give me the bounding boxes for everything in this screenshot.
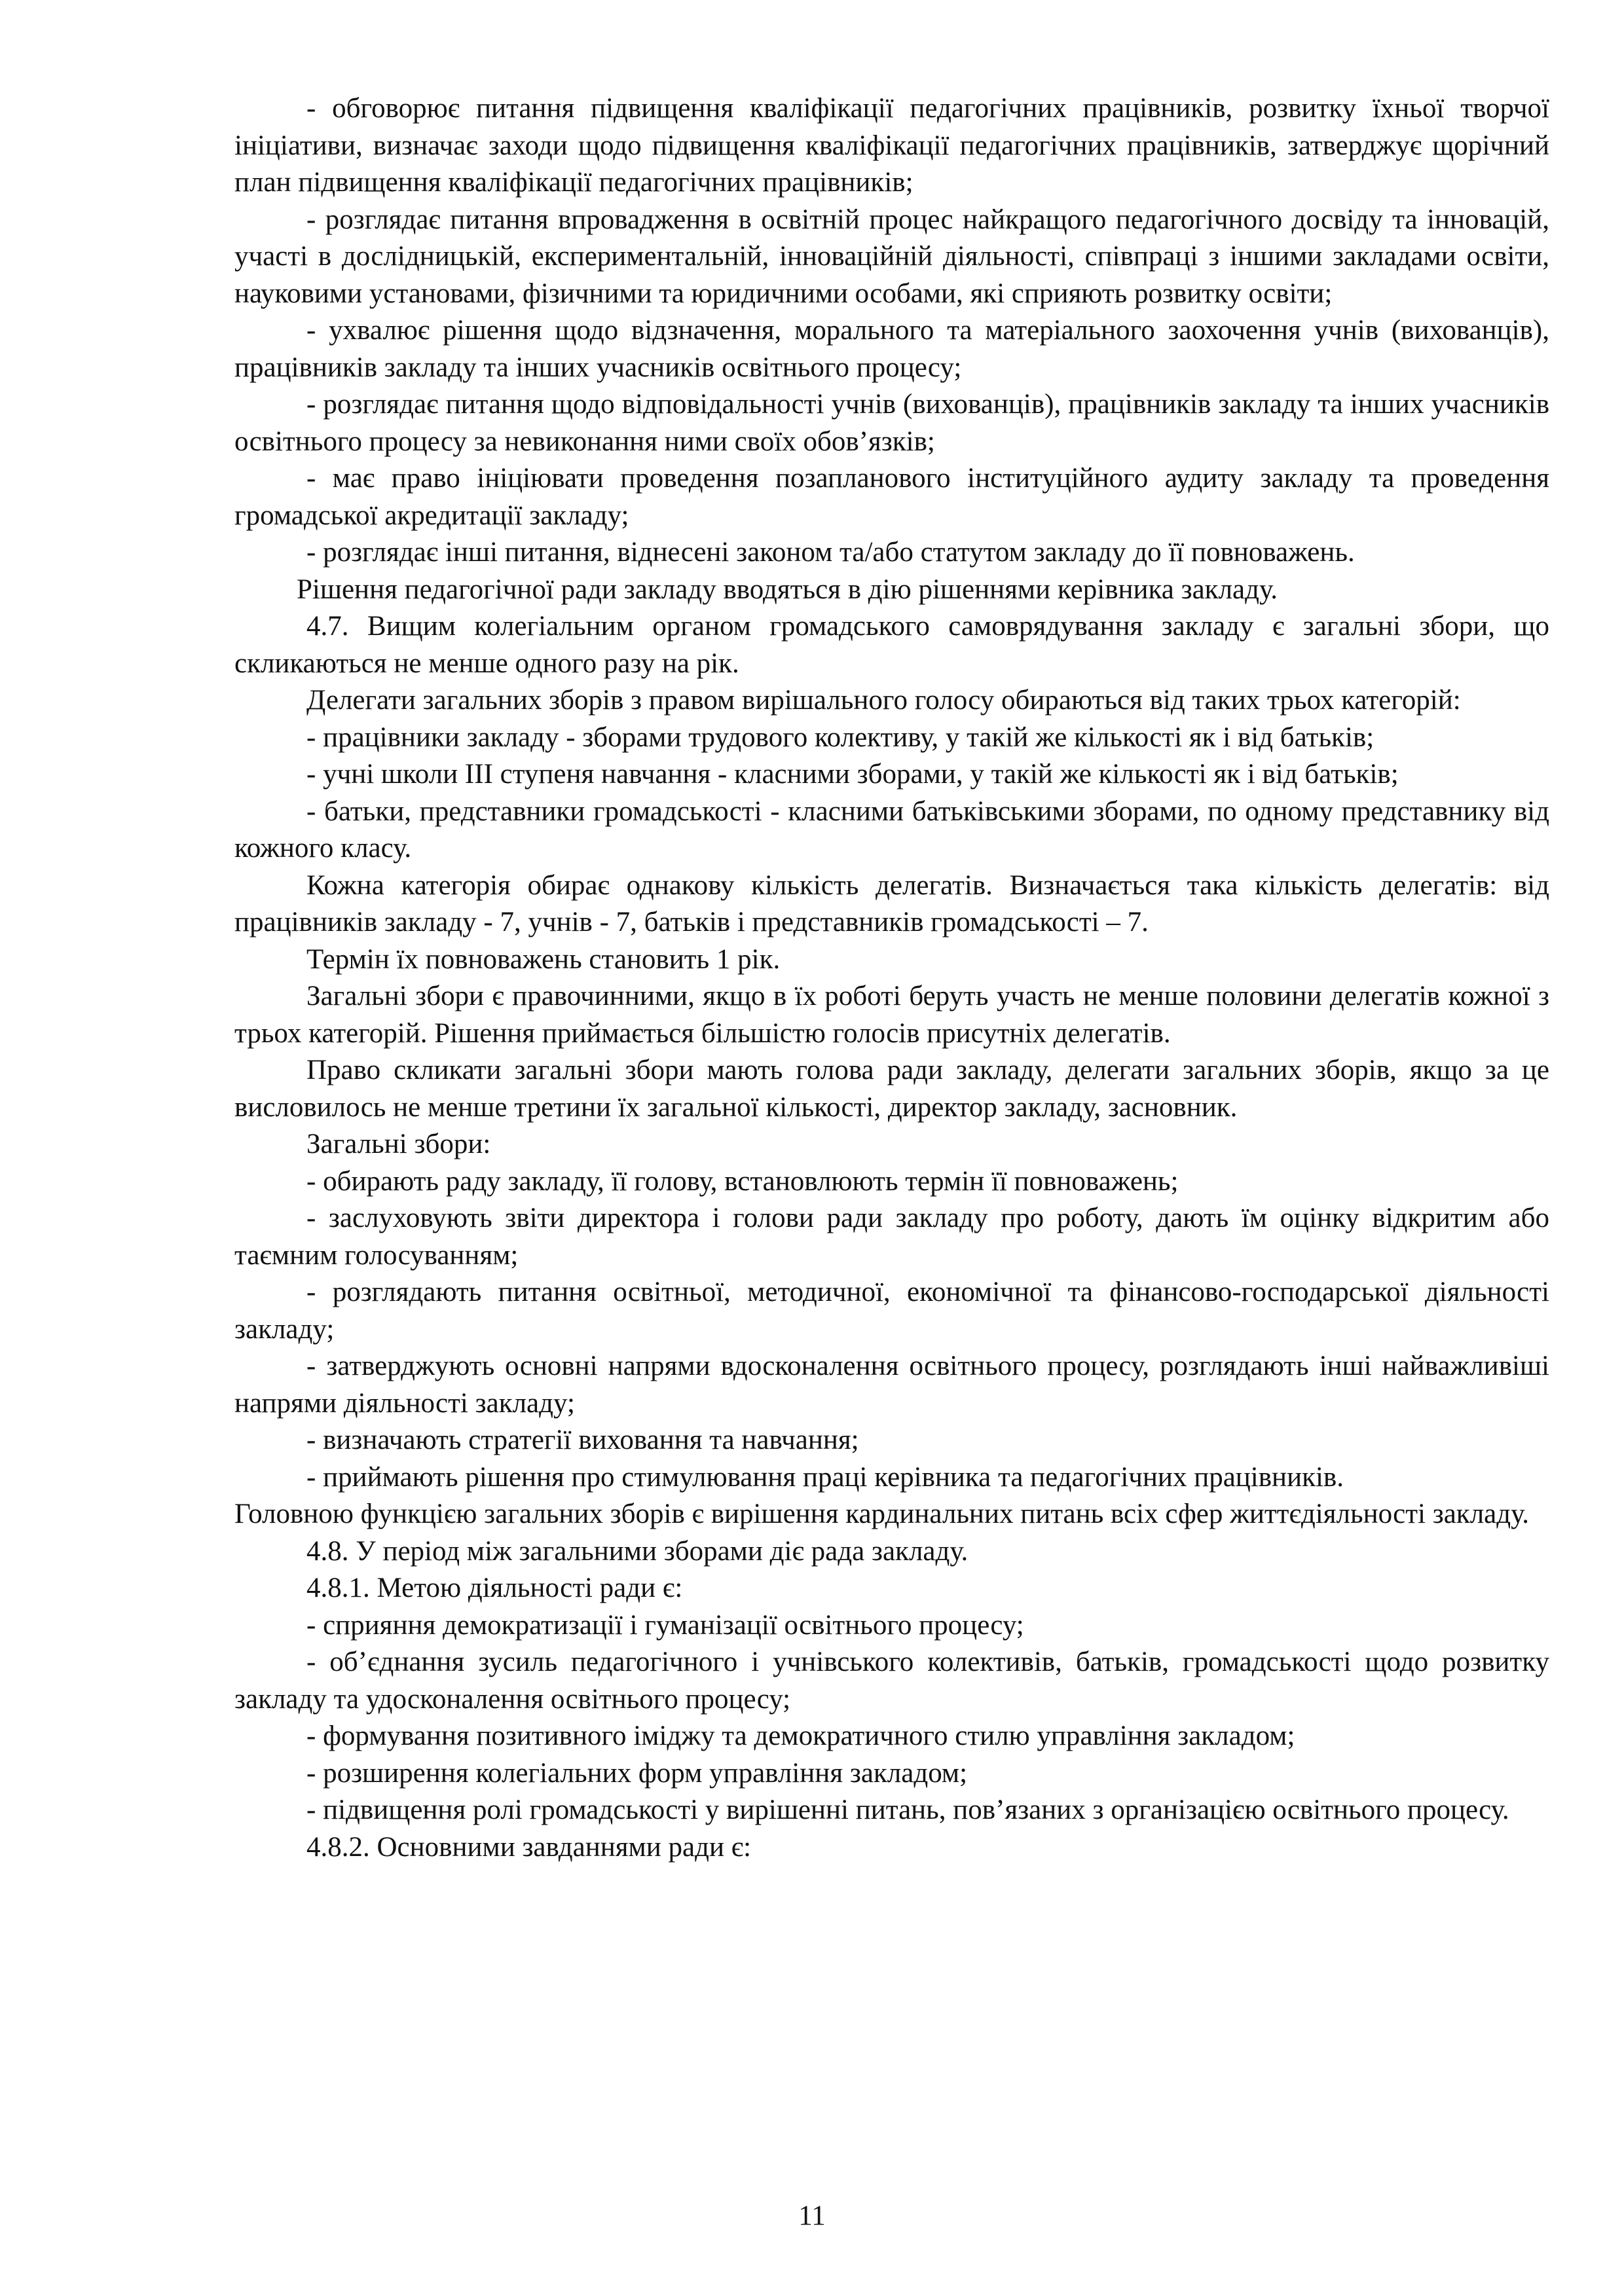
paragraph-9: Делегати загальних зборів з правом вирішального голосу обираються від таких трьох категорій: xyxy=(306,685,1461,716)
paragraph-5: - має право ініціювати проведення позапланового інституційного аудиту закладу та проведення громадської акредитації закладу; xyxy=(234,463,1549,531)
paragraph-22: - визначають стратегії виховання та навчання; xyxy=(306,1425,859,1455)
paragraph-10: - працівники закладу - зборами трудового колективу, у такій же кількості як і від батьків; xyxy=(306,721,1375,753)
paragraph-29: - формування позитивного іміджу та демократичного стилю управління закладом; xyxy=(306,1721,1295,1751)
paragraph-20: - розглядають питання освітньої, методичної, економічної та фінансово-господарської діяльності закладу; xyxy=(234,1277,1549,1345)
paragraph-4: - розглядає питання щодо відповідальності учнів (вихованців), працівників закладу та інших учасників освітнього процесу за невиконання ними своїх обов’язків; xyxy=(234,389,1549,457)
paragraph-1: - обговорює питання підвищення кваліфікації педагогічних працівників, розвитку їхньої творчої ініціативи, визначає заходи щодо підвищення кваліфікації педагогічних працівників, затверджує щорічний план підвищення кваліфікації педагогічних працівників; xyxy=(234,93,1549,198)
paragraph-16: Право скликати загальні збори мають голова ради закладу, делегати загальних зборів, якщо за це висловилось не менше третини їх загальної кількості, директор закладу, засновник. xyxy=(234,1055,1549,1123)
paragraph-26: 4.8.1. Метою діяльності ради є: xyxy=(306,1573,683,1603)
paragraph-8: 4.7. Вищим колегіальним органом громадського самоврядування закладу є загальні збори, що скликаються не менше одного разу на рік. xyxy=(234,611,1549,679)
paragraph-30: - розширення колегіальних форм управління закладом; xyxy=(306,1757,968,1789)
document-body xyxy=(234,90,1549,1866)
paragraph-2: - розглядає питання впровадження в освітній процес найкращого педагогічного досвіду та інновацій, участі в дослідницькій, експериментальній, інноваційній діяльності, співпраці з іншими закладами освіти, науковими установами, фізичними та юридичними особами, які сприяють розвитку освіти; xyxy=(234,204,1549,309)
paragraph-13: Кожна категорія обирає однакову кількість делегатів. Визначається така кількість делегатів: від працівників закладу - 7, учнів - 7, батьків і представників громадськості – 7. xyxy=(234,869,1549,938)
paragraph-19: - заслуховують звіти директора і голови ради закладу про роботу, дають їм оцінку відкритим або таємним голосуванням; xyxy=(234,1203,1549,1271)
page-number: 11 xyxy=(798,2200,826,2231)
paragraph-18: - обирають раду закладу, її голову, встановлюють термін її повноважень; xyxy=(306,1165,1179,1197)
paragraph-27: - сприяння демократизації і гуманізації освітнього процесу; xyxy=(306,1609,1024,1641)
paragraph-25: 4.8. У період між загальними зборами діє рада закладу. xyxy=(306,1535,969,1567)
paragraph-23: - приймають рішення про стимулювання праці керівника та педагогічних працівників. xyxy=(306,1461,1344,1493)
paragraph-14: Термін їх повноважень становить 1 рік. xyxy=(306,943,781,975)
paragraph-12: - батьки, представники громадськості - класними батьківськими зборами, по одному представнику від кожного класу. xyxy=(234,795,1549,864)
paragraph-3: - ухвалює рішення щодо відзначення, морального та матеріального заохочення учнів (вихованців), працівників закладу та інших учасників освітнього процесу; xyxy=(234,315,1549,383)
paragraph-17: Загальні збори: xyxy=(306,1129,491,1159)
paragraph-31: - підвищення ролі громадськості у вирішенні питань, пов’язаних з організацією освітнього процесу. xyxy=(306,1795,1509,1825)
paragraph-6: - розглядає інші питання, віднесені законом та/або статутом закладу до її повноважень. xyxy=(306,537,1355,568)
paragraph-24: Головною функцією загальних зборів є вирішення кардинальних питань всіх сфер життєдіяльності закладу. xyxy=(234,1499,1530,1529)
paragraph-32: 4.8.2. Основними завданнями ради є: xyxy=(306,1831,752,1863)
paragraph-11: - учні школи ІІІ ступеня навчання - класними зборами, у такій же кількості як і від батьків; xyxy=(306,759,1399,790)
paragraph-21: - затверджують основні напрями вдосконалення освітнього процесу, розглядають інші найважливіші напрями діяльності закладу; xyxy=(234,1351,1549,1419)
paragraph-15: Загальні збори є правочинними, якщо в їх роботі беруть участь не менше половини делегатів кожної з трьох категорій. Рішення приймається більшістю голосів присутніх делегатів. xyxy=(234,981,1549,1049)
paragraph-28: - об’єднання зусиль педагогічного і учнівського колективів, батьків, громадськості щодо розвитку закладу та удосконалення освітнього процесу; xyxy=(234,1647,1549,1715)
paragraph-7: Рішення педагогічної ради закладу вводяться в дію рішеннями керівника закладу. xyxy=(297,574,1278,605)
